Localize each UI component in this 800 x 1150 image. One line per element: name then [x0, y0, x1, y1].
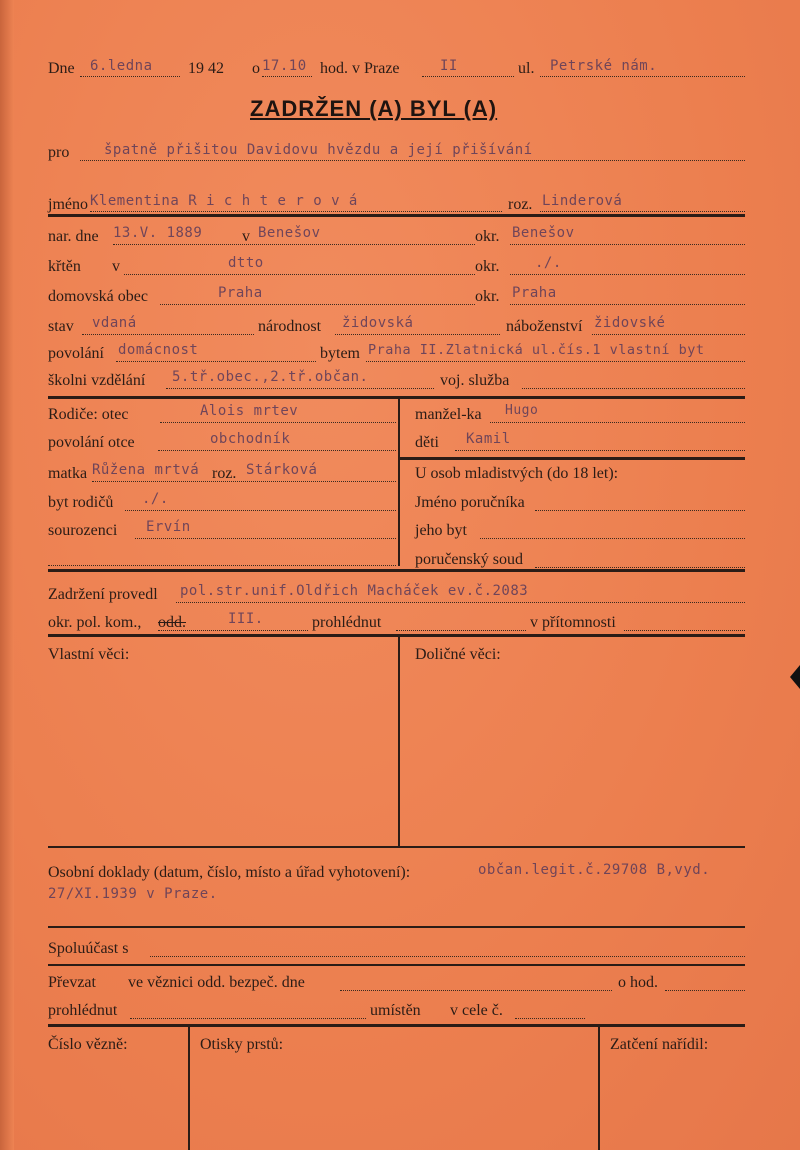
o-hod-dots — [665, 990, 745, 991]
prohlednut-label: prohlédnut — [312, 614, 382, 631]
dolicne-veci-label: Doličné věci: — [415, 646, 501, 663]
paper-edge — [0, 0, 14, 1150]
domovska-value: Praha — [218, 285, 263, 301]
sourozenci-value: Ervín — [146, 519, 191, 535]
date-value: 6.ledna — [90, 58, 153, 74]
krten-label: křtěn — [48, 258, 81, 275]
povolani-value: domácnost — [118, 342, 199, 358]
krten-v-label: v — [112, 258, 120, 275]
nar-label: nar. dne — [48, 228, 99, 245]
footer-divider-1 — [188, 1026, 190, 1150]
byt-rodicu-value: ./. — [142, 491, 169, 507]
narodnost-label: národnost — [258, 318, 322, 335]
street-dots — [540, 76, 745, 77]
byt-rodicu-label: byt rodičů — [48, 494, 114, 511]
vezeni-label: ve věznici odd. bezpeč. dne — [128, 974, 305, 991]
okr1-label: okr. — [475, 228, 500, 245]
okr-kom-dots — [158, 630, 308, 631]
krten-value: dtto — [228, 255, 264, 271]
okr2-label: okr. — [475, 258, 500, 275]
povolani-otce-label: povolání otce — [48, 434, 135, 451]
reason-dots — [80, 160, 745, 161]
okr3-dots — [510, 304, 745, 305]
roz-value: Linderová — [542, 193, 623, 209]
dne-dots — [80, 76, 180, 77]
provedl-dots — [176, 602, 745, 603]
bytem-value: Praha II.Zlatnická ul.čís.1 vlastní byt — [368, 342, 705, 358]
prohlednut-dots — [396, 630, 526, 631]
minor-title: U osob mladistvých (do 18 let): — [415, 465, 619, 482]
jeho-byt-label: jeho byt — [415, 522, 467, 539]
district-dots — [422, 76, 514, 77]
sourozenci-dots — [135, 538, 396, 539]
o-label: o — [252, 60, 260, 77]
footer-divider-2 — [598, 1026, 600, 1150]
spoluucast-label: Spoluúčast s — [48, 940, 129, 957]
nabozenstvi-dots — [592, 334, 745, 335]
nabozenstvi-label: náboženství — [506, 318, 583, 335]
soud-dots — [535, 567, 745, 568]
vlastni-veci-label: Vlastní věci: — [48, 646, 130, 663]
stav-label: stav — [48, 318, 74, 335]
pritomnosti-label: v přítomnosti — [530, 614, 616, 631]
time-value: 17.10 — [262, 58, 307, 74]
nar-value: 13.V. 1889 — [113, 225, 203, 241]
jmeno-dots — [90, 211, 502, 212]
skolni-label: školni vzdělání — [48, 372, 146, 389]
pritomnosti-dots — [624, 630, 745, 631]
domovska-dots — [160, 304, 475, 305]
jmeno-value: Klementina R i c h t e r o v á — [90, 193, 358, 209]
manzel-value: Hugo — [505, 403, 539, 418]
section-divider-2 — [48, 396, 745, 399]
nar-misto-value: Benešov — [258, 225, 321, 241]
deti-value: Kamil — [466, 431, 511, 447]
reason-value: špatně přišitou Davidovu hvězdu a její přišívání — [104, 142, 533, 158]
domovska-label: domovská obec — [48, 288, 148, 305]
section-divider-1 — [48, 214, 745, 217]
stav-dots — [82, 334, 254, 335]
provedl-label: Zadržení provedl — [48, 586, 158, 603]
provedl-value: pol.str.unif.Oldřich Macháček ev.č.2083 — [180, 583, 529, 599]
family-divider — [398, 398, 400, 566]
roz-dots — [540, 211, 745, 212]
porucnik-label: Jméno poručníka — [415, 494, 525, 511]
zatceni-label: Zatčení nařídil: — [610, 1036, 709, 1053]
form-title: ZADRŽEN (A) BYL (A) — [250, 96, 498, 121]
cele-dots — [515, 1018, 585, 1019]
section-divider-3 — [48, 569, 745, 572]
spoluucast-dots — [150, 956, 745, 957]
deti-label: děti — [415, 434, 439, 451]
street-value: Petrské nám. — [550, 58, 658, 74]
roz-label: roz. — [508, 196, 533, 213]
sourozenci-label: sourozenci — [48, 522, 118, 539]
veci-divider — [398, 636, 400, 848]
povolani-otce-dots — [158, 450, 396, 451]
bytem-dots — [366, 361, 745, 362]
hod-label: hod. v Praze — [320, 60, 400, 77]
umisten-label: umístěn — [370, 1002, 421, 1019]
dne-label: Dne — [48, 60, 75, 77]
narodnost-dots — [335, 334, 500, 335]
edge-marker — [790, 665, 800, 689]
jmeno-label: jméno — [48, 196, 88, 213]
o-hod-label: o hod. — [618, 974, 658, 991]
okr1-dots — [510, 244, 745, 245]
bytem-label: bytem — [320, 345, 360, 362]
soud-label: poručenský soud — [415, 551, 523, 568]
okr2-dots — [510, 274, 745, 275]
minor-box-top — [398, 457, 745, 460]
prohlednut2-dots — [130, 1018, 366, 1019]
matka-value: Růžena mrtvá — [92, 462, 200, 478]
ul-label: ul. — [518, 60, 535, 77]
skolni-dots — [166, 388, 434, 389]
okr3-value: Praha — [512, 285, 557, 301]
docs-label: Osobní doklady (datum, číslo, místo a úřad vyhotovení): — [48, 864, 411, 881]
okr-kom-value: III. — [228, 611, 264, 627]
otec-value: Alois mrtev — [200, 403, 299, 419]
okr2-value: ./. — [535, 255, 562, 271]
okr1-value: Benešov — [512, 225, 575, 241]
section-divider-5 — [48, 846, 745, 848]
povolani-label: povolání — [48, 345, 104, 362]
manzel-label: manžel-ka — [415, 406, 482, 423]
voj-label: voj. služba — [440, 372, 510, 389]
deti-dots — [455, 450, 745, 451]
okr3-label: okr. — [475, 288, 500, 305]
porucnik-dots — [535, 510, 745, 511]
nabozenstvi-value: židovské — [594, 315, 666, 331]
prohlednut2-label: prohlédnut — [48, 1002, 118, 1019]
matka-roz-label: roz. — [212, 465, 237, 482]
vezeni-dots — [340, 990, 612, 991]
docs-value-1: občan.legit.č.29708 B,vyd. — [478, 862, 711, 878]
section-divider-4 — [48, 634, 745, 637]
okr-kom-label: okr. pol. kom., — [48, 614, 142, 631]
byt-rodicu-dots — [125, 510, 396, 511]
year-value: 19 42 — [188, 60, 224, 77]
jeho-byt-dots — [480, 538, 745, 539]
otisky-label: Otisky prstů: — [200, 1036, 284, 1053]
cele-label: v cele č. — [450, 1002, 503, 1019]
matka-dots — [92, 481, 396, 482]
time-dots — [262, 76, 312, 77]
povolani-dots — [116, 361, 316, 362]
family-blank-dots — [48, 565, 396, 566]
matka-label: matka — [48, 465, 88, 482]
skolni-value: 5.tř.obec.,2.tř.občan. — [172, 369, 369, 385]
matka-roz-value: Stárková — [246, 462, 318, 478]
section-divider-6 — [48, 926, 745, 928]
manzel-dots — [490, 422, 745, 423]
okr-kom-prefix: odd. — [158, 614, 186, 631]
nar-v-label: v — [242, 228, 250, 245]
voj-dots — [522, 388, 745, 389]
krten-dots — [124, 274, 475, 275]
narodnost-value: židovská — [342, 315, 414, 331]
stav-value: vdaná — [92, 315, 137, 331]
docs-value-2: 27/XI.1939 v Praze. — [48, 886, 218, 902]
otec-label: Rodiče: otec — [48, 406, 129, 423]
povolani-otce-value: obchodník — [210, 431, 291, 447]
reason-label: pro — [48, 144, 70, 161]
prevzat-label: Převzat — [48, 974, 96, 991]
section-divider-7 — [48, 964, 745, 966]
nar-dots — [113, 244, 475, 245]
cislo-vezne-label: Číslo vězně: — [48, 1036, 128, 1053]
district-value: II — [440, 58, 458, 74]
section-divider-8 — [48, 1024, 745, 1027]
otec-dots — [160, 422, 396, 423]
